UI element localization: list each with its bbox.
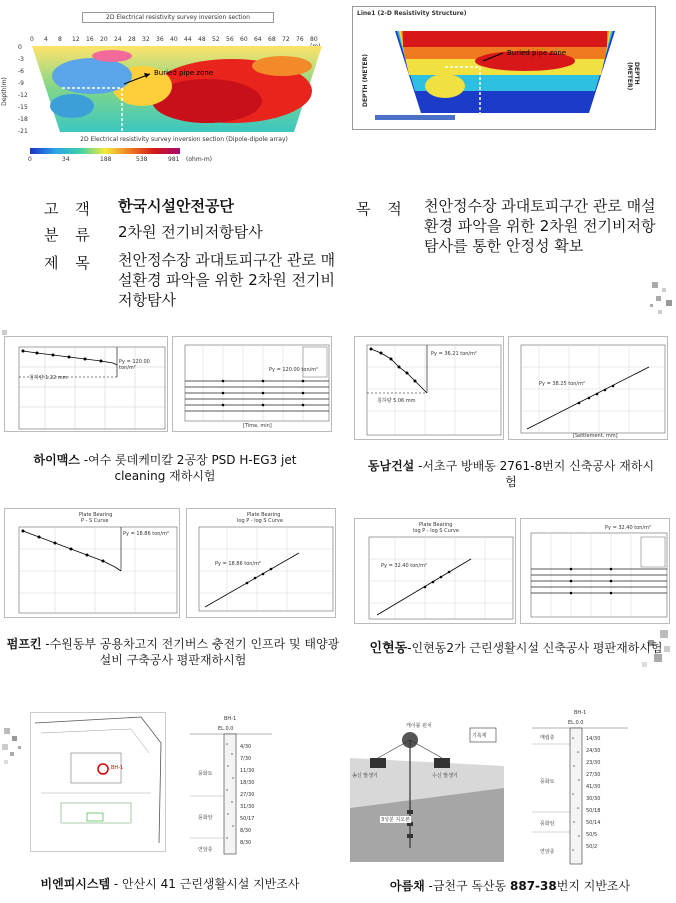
section-bottom-title: 2D Electrical resistivity survey inversion section (Dipole-dipole array) bbox=[80, 136, 288, 143]
title-value: 천안정수장 과대토피구간 관로 매설환경 파악을 위한 2차원 전기비저항탐사 bbox=[118, 251, 336, 309]
pk-ps-chart bbox=[4, 508, 180, 618]
pk-right-sub: log P - log S Curve bbox=[237, 518, 283, 524]
category-value: 2차원 전기비저항탐사 bbox=[118, 223, 263, 241]
bnp-bh-title: BH-1 bbox=[224, 716, 237, 722]
ih-left-sub: log P - log S Curve bbox=[413, 528, 459, 534]
resistivity-section-figure bbox=[0, 6, 336, 166]
colorbar bbox=[30, 148, 180, 154]
client-label: 고 객 bbox=[44, 200, 96, 218]
bnp-map-label: BH-1 bbox=[111, 765, 124, 771]
pk-left-title: Plate Bearing bbox=[79, 512, 113, 518]
hm-time-chart bbox=[172, 336, 332, 432]
arumchae-equipment bbox=[350, 718, 504, 862]
structure-image bbox=[375, 31, 635, 121]
hm-settlement-chart bbox=[4, 336, 168, 432]
structure-ylabel-right: DEPTH (METER) bbox=[626, 62, 640, 91]
bnp-site-map bbox=[30, 712, 166, 852]
dn-log-plot bbox=[509, 337, 669, 441]
resistivity-section-image bbox=[32, 46, 322, 132]
arum-layer-soft: 풍화암 bbox=[540, 821, 555, 827]
ih-time-plot bbox=[521, 519, 671, 625]
ih-log-chart bbox=[354, 518, 516, 624]
arum-el: EL.0.0 bbox=[568, 720, 584, 726]
dn-right-py: Py = 38.25 ton/m² bbox=[539, 381, 585, 387]
structure-ylabel-left: DEPTH (METER) bbox=[362, 53, 370, 108]
arum-log-column bbox=[532, 708, 628, 868]
pk-log-chart bbox=[186, 508, 336, 618]
ih-log-plot bbox=[355, 519, 517, 625]
dn-settlement-plot bbox=[355, 337, 505, 441]
equip-winch: 케이블 윈치 bbox=[406, 723, 432, 729]
pk-right-title: Plate Bearing bbox=[247, 512, 281, 518]
ih-left-title: Plate Bearing bbox=[419, 522, 453, 528]
pk-ps-plot bbox=[5, 509, 181, 619]
bnp-borehole-log: BH-1 EL.0.0 풍화토 풍화암 연암층 4/30 7/30 11/30 18/30 27/30 31/30 50/17 8/30 8/30 bbox=[190, 714, 272, 862]
title-label: 제 목 bbox=[44, 254, 96, 272]
equip-receiver: 수신 발생기 bbox=[432, 773, 458, 779]
x-tick-row: 0 4 8 12 16 20 24 28 32 36 40 44 48 52 56 60 64 68 72 76 80 bbox=[30, 36, 318, 43]
pk-left-py: Py = 18.86 ton/m² bbox=[123, 531, 169, 537]
buried-pipe-annotation: Buried pipe zone bbox=[154, 69, 214, 77]
section-title: 2D Electrical resistivity survey inversion section bbox=[82, 12, 274, 23]
ih-time-chart bbox=[520, 518, 670, 624]
arum-layer-rock: 연암층 bbox=[540, 849, 555, 855]
dn-settle-axis: [Settlement, mm] bbox=[573, 433, 618, 439]
dn-left-py: Py = 36.21 ton/m² bbox=[431, 351, 477, 357]
arumchae-equipment-drawing bbox=[350, 718, 504, 862]
arum-bh-title: BH-1 bbox=[574, 710, 587, 716]
caption-dongnam: 동남건설 -서초구 방배동 2761-8번지 신축공사 재하시험 bbox=[367, 459, 655, 489]
colorbar-ticks: 0 34 188 538 981 (ohm-m) bbox=[28, 156, 213, 163]
hm-time-plot bbox=[173, 337, 333, 433]
caption-arumchae: 아름채 -금천구 독산동 887-38번지 지반조사 bbox=[389, 879, 631, 893]
pk-left-sub: P - S Curve bbox=[81, 518, 109, 524]
bnp-layer-soft: 풍화암 bbox=[198, 815, 213, 821]
structure-annotation: Buried pipe zone bbox=[507, 49, 567, 57]
pk-log-plot bbox=[187, 509, 337, 619]
dn-log-chart bbox=[508, 336, 668, 440]
caption-inhyeon: 인현동-인현동2가 근린생활시설 신축공사 평판재하시험 bbox=[369, 641, 663, 656]
resistivity-structure-figure bbox=[352, 6, 656, 130]
ih-left-py: Py = 32.40 ton/m² bbox=[381, 563, 427, 569]
bnp-log-column bbox=[190, 714, 272, 862]
purpose-label: 목 적 bbox=[356, 200, 408, 218]
bnp-el: EL.0.0 bbox=[218, 726, 234, 732]
purpose-value: 천안정수장 과대토피구간 관로 매설환경 파악을 위한 2차원 전기비저항탐사를 통한 안정성 확보 bbox=[424, 197, 656, 255]
arumchae-borehole-log: BH-1 EL.0.0 매립층 풍화토 풍화암 연암층 14/30 24/30 23/30 27/30 41/30 30/30 50/18 50/14 50/5 50/2 bbox=[532, 708, 628, 868]
equip-recorder: 기록계 bbox=[472, 733, 487, 739]
arum-layer-fill: 매립층 bbox=[540, 735, 555, 741]
dn-settlement-chart bbox=[354, 336, 504, 440]
caption-himax: 하이맥스 -여수 롯데케미칼 2공장 PSD H-EG3 jet cleaning 재하시험 bbox=[33, 453, 297, 483]
equip-geophone: 3성분 지오폰 bbox=[381, 817, 410, 823]
y-axis-label: Depth(m) bbox=[0, 77, 8, 106]
hm-right-py: Py = 120.00 ton/m² bbox=[269, 367, 319, 373]
arum-layer-sand: 풍화토 bbox=[540, 779, 555, 785]
category-label: 분 류 bbox=[44, 226, 96, 244]
hm-settle: 침하량 1.22 mm bbox=[29, 375, 68, 381]
ih-right-py: Py = 32.40 ton/m² bbox=[605, 525, 651, 531]
caption-bnp: 비엔피시스템 - 안산시 41 근린생활시설 지반조사 bbox=[40, 877, 300, 891]
hm-settlement-plot bbox=[5, 337, 169, 433]
pk-right-py: Py = 18.86 ton/m² bbox=[215, 561, 261, 567]
bnp-layer-sand: 풍화토 bbox=[198, 771, 213, 777]
bnp-layer-rock: 연암층 bbox=[198, 847, 213, 853]
structure-title: Line1 (2-D Resistivity Structure) bbox=[357, 10, 467, 17]
hm-left-py: Py = 120.00 ton/m² bbox=[119, 359, 150, 371]
bnp-map-drawing bbox=[31, 713, 167, 853]
client-value: 한국시설안전공단 bbox=[118, 197, 234, 215]
hm-time-axis: [Time, min] bbox=[243, 423, 272, 429]
caption-pumpkin: 펌프킨 -수원동부 공용차고지 전기버스 충전기 인프라 및 태양광설비 구축공사 평판재하시험 bbox=[6, 637, 340, 667]
equip-transmitter: 송신 발생기 bbox=[352, 773, 378, 779]
y-tick-col: 0 -3 -6 -9 -12 -15 -18 -21 bbox=[18, 44, 28, 135]
dn-settle: 침하량 5.06 mm bbox=[377, 398, 416, 404]
